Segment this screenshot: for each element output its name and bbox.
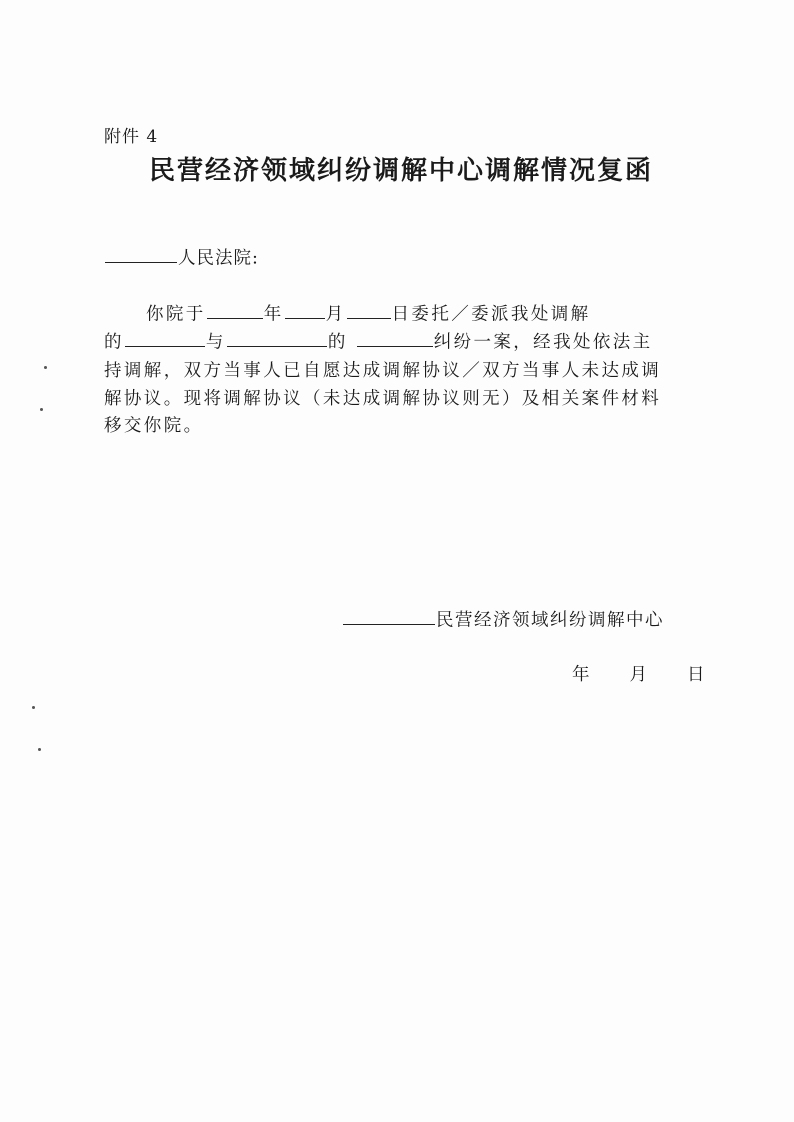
date-month: 月 <box>629 665 647 685</box>
body-line-2 <box>104 328 653 353</box>
body-line-2-with: 与 <box>205 332 226 353</box>
scan-speck <box>38 748 41 751</box>
court-name-blank <box>105 244 177 263</box>
body-line-1 <box>146 300 591 325</box>
body-line-2-suffix: 纠纷一案，经我处依法主 <box>433 332 653 353</box>
body-line-1-suffix: 日委托／委派我处调解 <box>391 304 591 325</box>
month-blank <box>285 300 325 319</box>
year-blank <box>207 300 263 319</box>
day-blank <box>347 300 391 319</box>
scan-speck <box>32 706 35 709</box>
date-day: 日 <box>687 665 705 685</box>
party-a-blank <box>125 328 205 347</box>
body-line-4: 解协议。现将调解协议（未达成调解协议则无）及相关案件材料 <box>104 389 662 409</box>
body-line-1-month: 月 <box>325 304 346 325</box>
body-line-1-prefix: 你院于 <box>146 304 206 325</box>
body-line-1-year: 年 <box>263 304 284 325</box>
signature-date <box>572 661 705 686</box>
addressee-line <box>104 244 259 269</box>
signature-line <box>342 606 664 631</box>
body-line-2-prefix: 的 <box>104 332 124 353</box>
scan-speck <box>44 366 47 369</box>
body-line-5: 移交你院。 <box>104 416 204 436</box>
signature-org: 民营经济领域纠纷调解中心 <box>436 610 664 631</box>
party-b-blank <box>227 328 327 347</box>
org-name-blank <box>343 606 435 625</box>
scan-speck <box>40 408 43 411</box>
document-title: 民营经济领域纠纷调解中心调解情况复函 <box>148 156 653 186</box>
body-line-3: 持调解，双方当事人已自愿达成调解协议／双方当事人未达成调 <box>104 361 662 381</box>
dispute-type-blank <box>357 328 433 347</box>
date-year: 年 <box>572 665 590 685</box>
attachment-label: 附件 4 <box>104 127 159 147</box>
addressee-suffix: 人民法院: <box>178 248 259 269</box>
body-line-2-of: 的 <box>327 332 348 353</box>
